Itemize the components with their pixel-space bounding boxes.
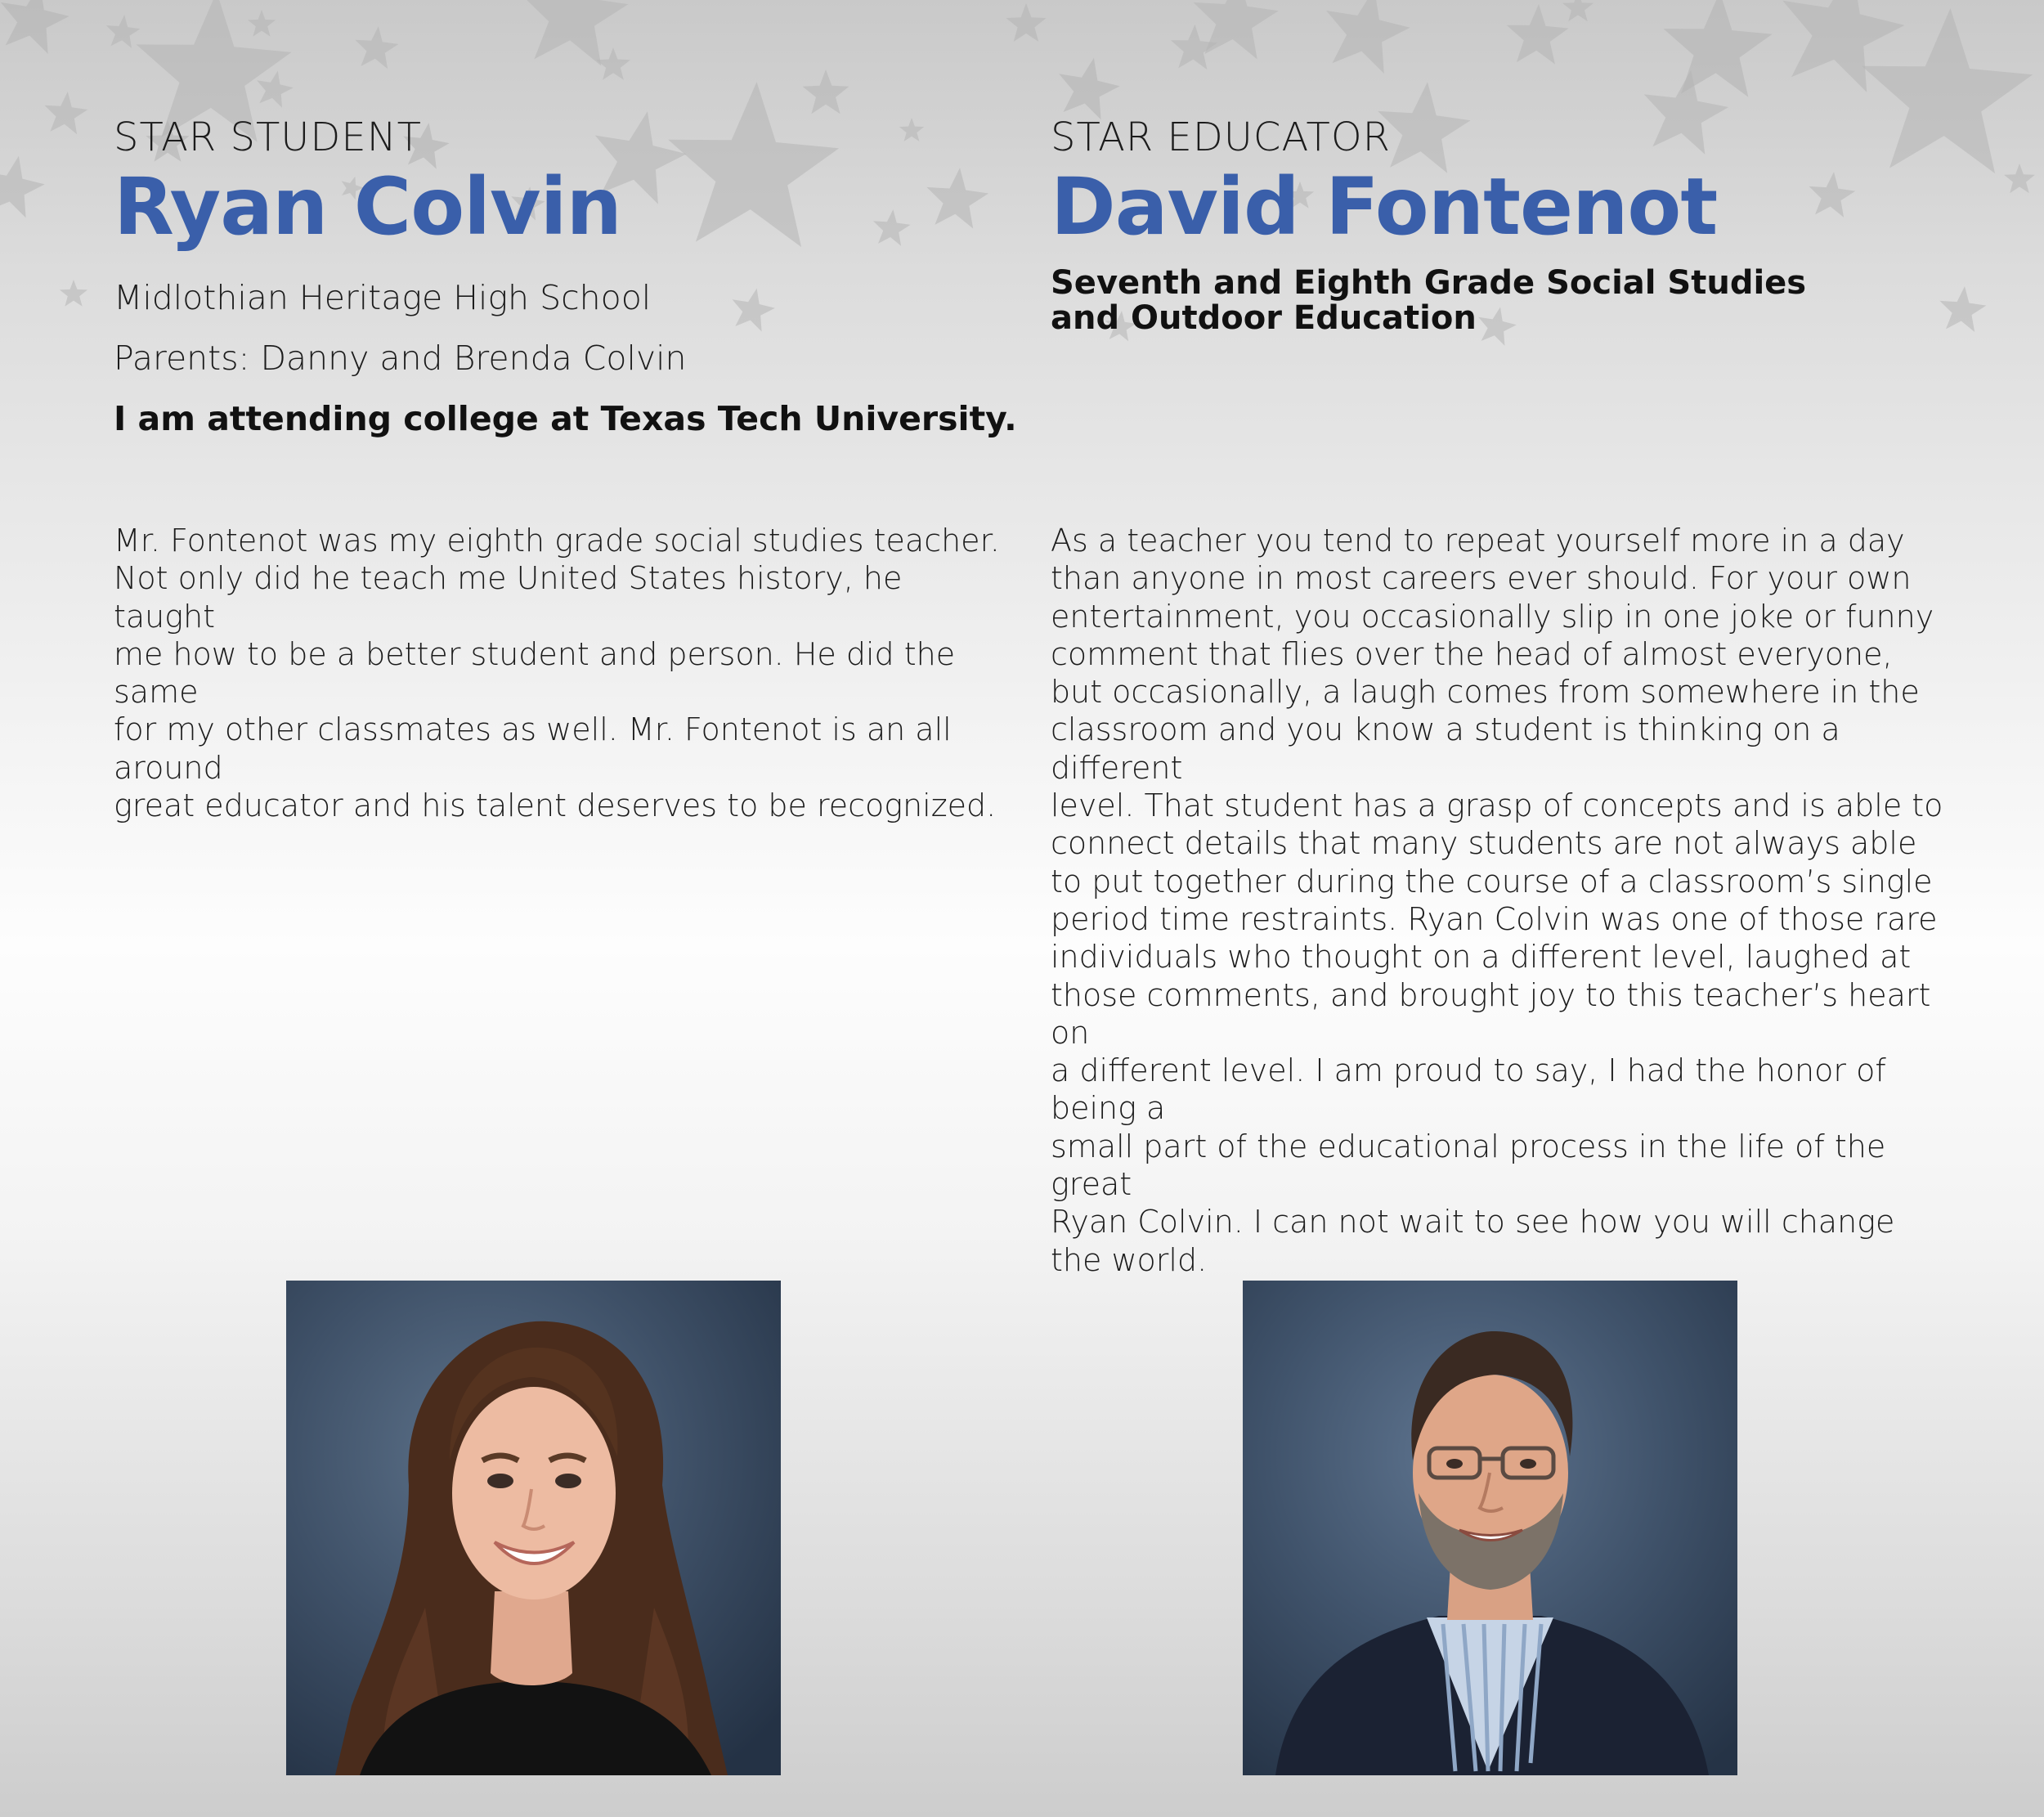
educator-name: David Fontenot (1051, 161, 1718, 253)
star-shape (1326, 0, 1410, 74)
star-shape (1940, 286, 1987, 332)
student-name: Ryan Colvin (114, 161, 621, 253)
star-shape (733, 289, 775, 332)
educator-subject: Seventh and Eighth Grade Social Studies and Outdoor Education (1051, 264, 1807, 337)
educator-role-label: STAR EDUCATOR (1051, 114, 1392, 160)
student-photo (286, 1281, 781, 1775)
star-shape (1562, 0, 1594, 21)
student-essay: Mr. Fontenot was my eighth grade social studies teacher. Not only did he teach me United States history, he taught me how to be a better student and person. He did the same for my other classmates as well. Mr. Fontenot is an all around great educator and his talent deserves to be recognized. (114, 523, 1000, 824)
star-shape (596, 47, 630, 80)
star-shape (257, 71, 294, 108)
star-shape (926, 168, 988, 228)
student-college: I am attending college at Texas Tech University. (114, 399, 1017, 438)
star-shape (248, 10, 276, 37)
star-shape (1664, 0, 1773, 97)
educator-portrait-icon (1243, 1281, 1737, 1775)
student-portrait-icon (286, 1281, 781, 1775)
student-role-label: STAR STUDENT (114, 114, 422, 160)
star-shape (1378, 82, 1471, 173)
star-shape (873, 209, 911, 246)
star-shape (106, 15, 141, 48)
star-shape (1507, 4, 1569, 65)
star-shape (1, 0, 69, 54)
star-shape (803, 70, 849, 114)
student-school: Midlothian Heritage High School (114, 278, 652, 317)
star-shape (60, 280, 87, 307)
educator-essay: As a teacher you tend to repeat yourself more in a day than anyone in most careers ever should. For your own entertainment, you occasionally slip in one joke or funny comment that flies over the head of almost everyone, but occasionally, a laugh comes from somewhere in the classroom and you know a student is thinking on a different level. That student has a grasp of concepts and is able to connect details that many students are not always able to put together during the course of a classroom’s single period time restraints. Ryan Colvin was one of those rare individuals who thought on a different level, laughed at those comments, and brought joy to this teacher’s heart on a different level. I am proud to say, I had the honor of being a small part of the educational process in the life of the great Ryan Colvin. I can not wait to see how you will change the world. (1051, 523, 1943, 1278)
star-shape (355, 26, 398, 69)
star-shape (0, 156, 45, 218)
star-shape (1809, 172, 1856, 218)
star-shape (44, 92, 87, 134)
star-shape (899, 118, 924, 141)
star-shape (1006, 3, 1046, 42)
student-parents: Parents: Danny and Brenda Colvin (114, 339, 687, 378)
educator-photo (1243, 1281, 1737, 1775)
star-shape (2004, 164, 2035, 193)
star-shape (1059, 58, 1120, 120)
star-shape (1194, 0, 1279, 59)
